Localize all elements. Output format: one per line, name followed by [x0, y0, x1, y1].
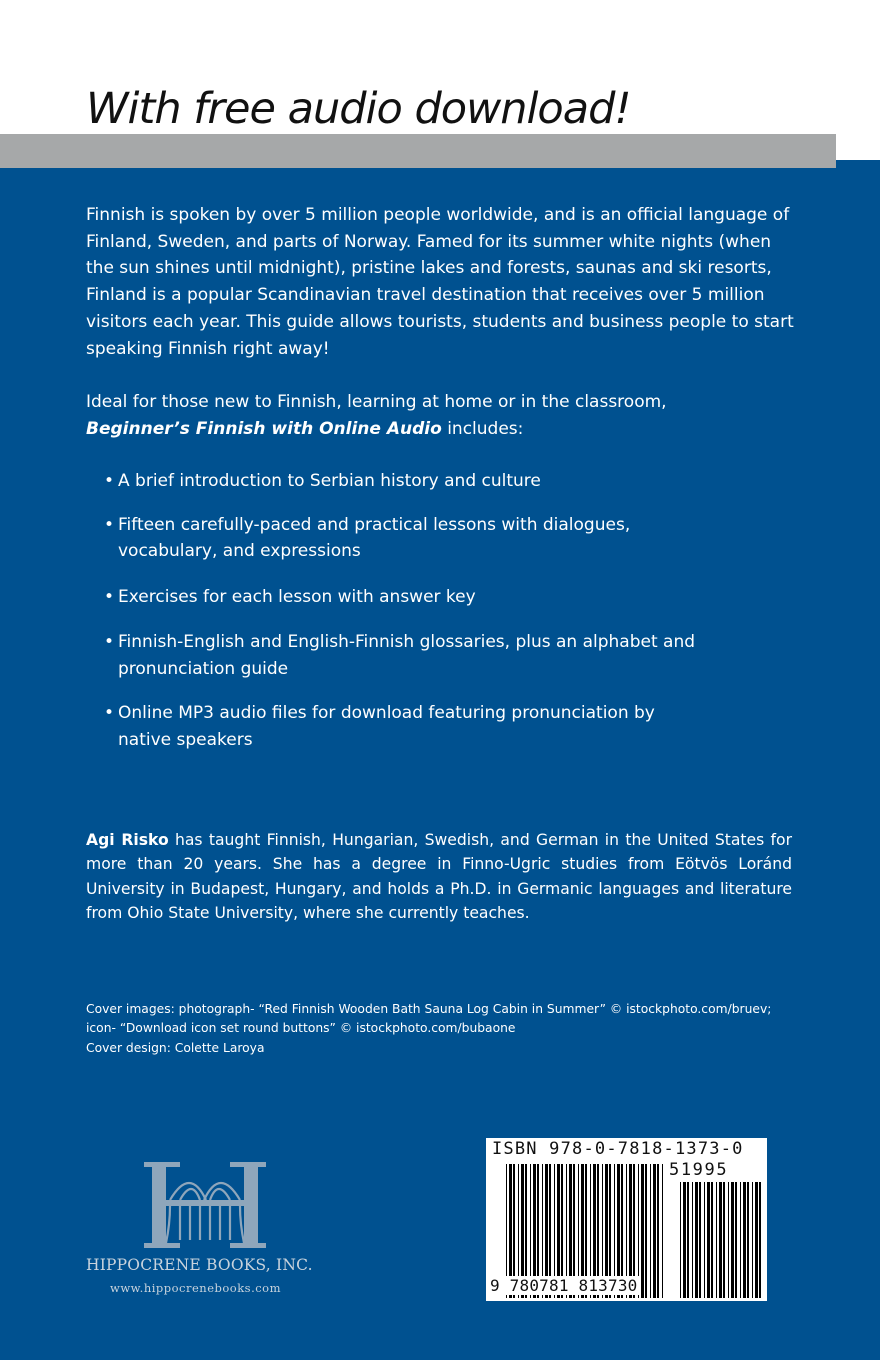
- feature-text: Fifteen carefully-paced and practical lessons with dialogues, vocabulary, and expressions: [118, 514, 631, 562]
- bullet-icon: •: [104, 703, 115, 724]
- feature-text: Online MP3 audio files for download featuring pronunciation by native speakers: [118, 703, 655, 750]
- barcode-bar: [731, 1182, 734, 1298]
- barcode-bar: [695, 1182, 698, 1298]
- barcode-bar: [707, 1182, 710, 1298]
- ideal-tail: includes:: [441, 418, 524, 439]
- ideal-paragraph: [86, 389, 794, 442]
- barcode-bar: [641, 1164, 644, 1298]
- feature-item: [104, 468, 704, 495]
- feature-item: [104, 700, 704, 753]
- barcode-bar: [755, 1182, 758, 1298]
- barcode-bar: [650, 1164, 651, 1298]
- barcode-bar: [699, 1182, 701, 1298]
- barcode-bar: [657, 1164, 659, 1298]
- feature-text: Finnish-English and English-Finnish glossaries, plus an alphabet and pronunciation guide: [118, 631, 696, 679]
- headline: With free audio download!: [86, 84, 631, 134]
- barcode-bar: [687, 1182, 689, 1298]
- feature-text: A brief introduction to Serbian history and culture: [118, 471, 541, 491]
- barcode-bar: [711, 1182, 713, 1298]
- feature-item: [104, 629, 704, 682]
- barcode-bar: [752, 1182, 753, 1298]
- barcode-bar: [719, 1182, 722, 1298]
- price-code: 51995: [669, 1160, 729, 1180]
- barcode-bar: [743, 1182, 746, 1298]
- intro-paragraph: Finnish is spoken by over 5 million people worldwide, and is an official language of Finland, Sweden, and parts of Norway. Famed for its summer white nights (when the sun shines until midnight), pristine lakes and forests, saunas and ski resorts, Finland is a popular Scandinavian travel destination that receives over 5 million visitors each year. This guide allows tourists, students and business people to start speaking Finnish right away!: [86, 205, 794, 359]
- author-bio: [86, 828, 792, 925]
- barcode-bar: [683, 1182, 686, 1298]
- barcode-bar: [759, 1182, 761, 1298]
- barcode-bar: [716, 1182, 717, 1298]
- author-name: Agi Risko: [86, 831, 169, 849]
- barcode-bar: [723, 1182, 725, 1298]
- barcode-bar: [747, 1182, 749, 1298]
- feature-list: [104, 468, 704, 754]
- publisher-website: www.hippocrenebooks.com: [110, 1281, 282, 1295]
- hippocrene-logo-icon: [140, 1160, 270, 1250]
- bullet-icon: •: [104, 471, 115, 491]
- barcode-bar: [740, 1182, 741, 1298]
- feature-item: [104, 512, 704, 565]
- ean-number: 9 780781 813730: [490, 1276, 638, 1295]
- barcode-box: [486, 1138, 767, 1301]
- feature-item: [104, 584, 704, 611]
- barcode-bar: [680, 1182, 681, 1298]
- bullet-icon: •: [104, 587, 115, 608]
- barcode-bar: [728, 1182, 729, 1298]
- credits-line: icon- “Download icon set round buttons” © istockphoto.com/bubaone: [86, 1021, 516, 1036]
- author-bio-text: has taught Finnish, Hungarian, Swedish, and German in the United States for more than 20 years. She has a degree in Finno-Ugric studies from Eötvös Loránd University in Budapest, Hungary, and holds a Ph.D. in Germanic languages and literature from Ohio State University, where she currently teaches.: [86, 831, 792, 922]
- credits-line: Cover images: photograph- “Red Finnish Wooden Bath Sauna Log Cabin in Summer” © istockphoto.com/bruev;: [86, 1002, 772, 1016]
- feature-text: Exercises for each lesson with answer key: [118, 587, 476, 608]
- barcode-bar: [704, 1182, 705, 1298]
- bullet-icon: •: [104, 514, 115, 535]
- publisher-name: HIPPOCRENE BOOKS, INC.: [86, 1256, 313, 1274]
- barcode-bar: [662, 1164, 663, 1298]
- cover-credits: [86, 1000, 806, 1058]
- barcode-bar: [692, 1182, 693, 1298]
- barcode-bar: [735, 1182, 737, 1298]
- bullet-icon: •: [104, 631, 115, 652]
- barcode-bar: [645, 1164, 647, 1298]
- gray-band: [0, 134, 836, 168]
- ideal-lead: Ideal for those new to Finnish, learning at home or in the classroom,: [86, 392, 667, 412]
- isbn-number: ISBN 978-0-7818-1373-0: [492, 1139, 744, 1159]
- credits-line: Cover design: Colette Laroya: [86, 1040, 265, 1055]
- book-title: Beginner’s Finnish with Online Audio: [86, 418, 442, 439]
- barcode-bar: [653, 1164, 656, 1298]
